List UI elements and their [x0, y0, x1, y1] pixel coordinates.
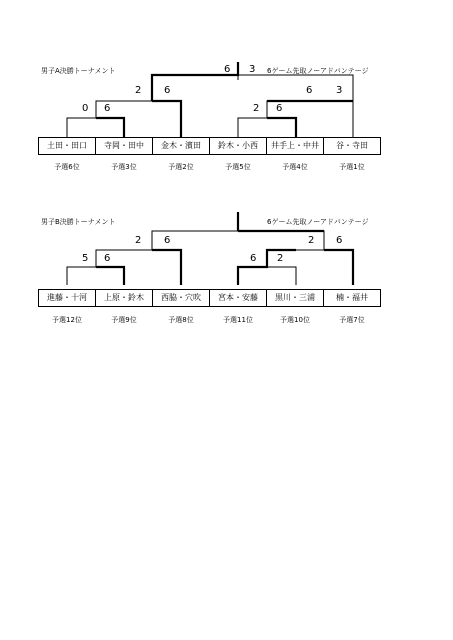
seed-label: 予選1位 — [339, 163, 365, 171]
team-box: 黒川・三浦 — [266, 289, 324, 307]
score: 2 — [308, 235, 315, 246]
score: 6 — [104, 103, 111, 114]
tournament-a-rule: 6ゲーム先取ノーアドバンテージ — [267, 67, 369, 75]
score: 5 — [82, 253, 89, 264]
seed-label: 予選2位 — [168, 163, 194, 171]
team-box: 金木・濱田 — [152, 137, 210, 155]
score: 2 — [135, 235, 142, 246]
score: 0 — [82, 103, 89, 114]
team-box: 宮本・安藤 — [209, 289, 267, 307]
score: 6 — [164, 235, 171, 246]
score: 6 — [250, 253, 257, 264]
score: 2 — [277, 253, 284, 264]
team-box: 井手上・中井 — [266, 137, 324, 155]
score: 6 — [336, 235, 343, 246]
team-box: 谷・寺田 — [323, 137, 381, 155]
seed-label: 予選3位 — [111, 163, 137, 171]
tournament-b-teams — [38, 289, 381, 307]
seed-label: 予選5位 — [225, 163, 251, 171]
score: 3 — [336, 85, 343, 96]
seed-label: 予選10位 — [280, 316, 310, 324]
team-box: 寺岡・田中 — [95, 137, 153, 155]
seed-label: 予選8位 — [168, 316, 194, 324]
tournament-a-title: 男子A決勝トーナメント — [41, 67, 116, 75]
team-box: 西脇・穴吹 — [152, 289, 210, 307]
seed-label: 予選4位 — [282, 163, 308, 171]
score: 6 — [224, 64, 231, 75]
seed-label: 予選11位 — [223, 316, 253, 324]
team-box: 上原・鈴木 — [95, 289, 153, 307]
team-box: 土田・田口 — [38, 137, 96, 155]
score: 6 — [104, 253, 111, 264]
tournament-b-rule: 6ゲーム先取ノーアドバンテージ — [267, 218, 369, 226]
seed-label: 予選12位 — [52, 316, 82, 324]
seed-label: 予選9位 — [111, 316, 137, 324]
seed-label: 予選7位 — [339, 316, 365, 324]
score: 3 — [249, 64, 256, 75]
score: 6 — [276, 103, 283, 114]
team-box: 進藤・十河 — [38, 289, 96, 307]
team-box: 鈴木・小西 — [209, 137, 267, 155]
seed-label: 予選6位 — [54, 163, 80, 171]
score: 6 — [306, 85, 313, 96]
score: 6 — [164, 85, 171, 96]
team-box: 楠・福井 — [323, 289, 381, 307]
score: 2 — [135, 85, 142, 96]
score: 2 — [253, 103, 260, 114]
tournament-b-title: 男子B決勝トーナメント — [41, 218, 116, 226]
